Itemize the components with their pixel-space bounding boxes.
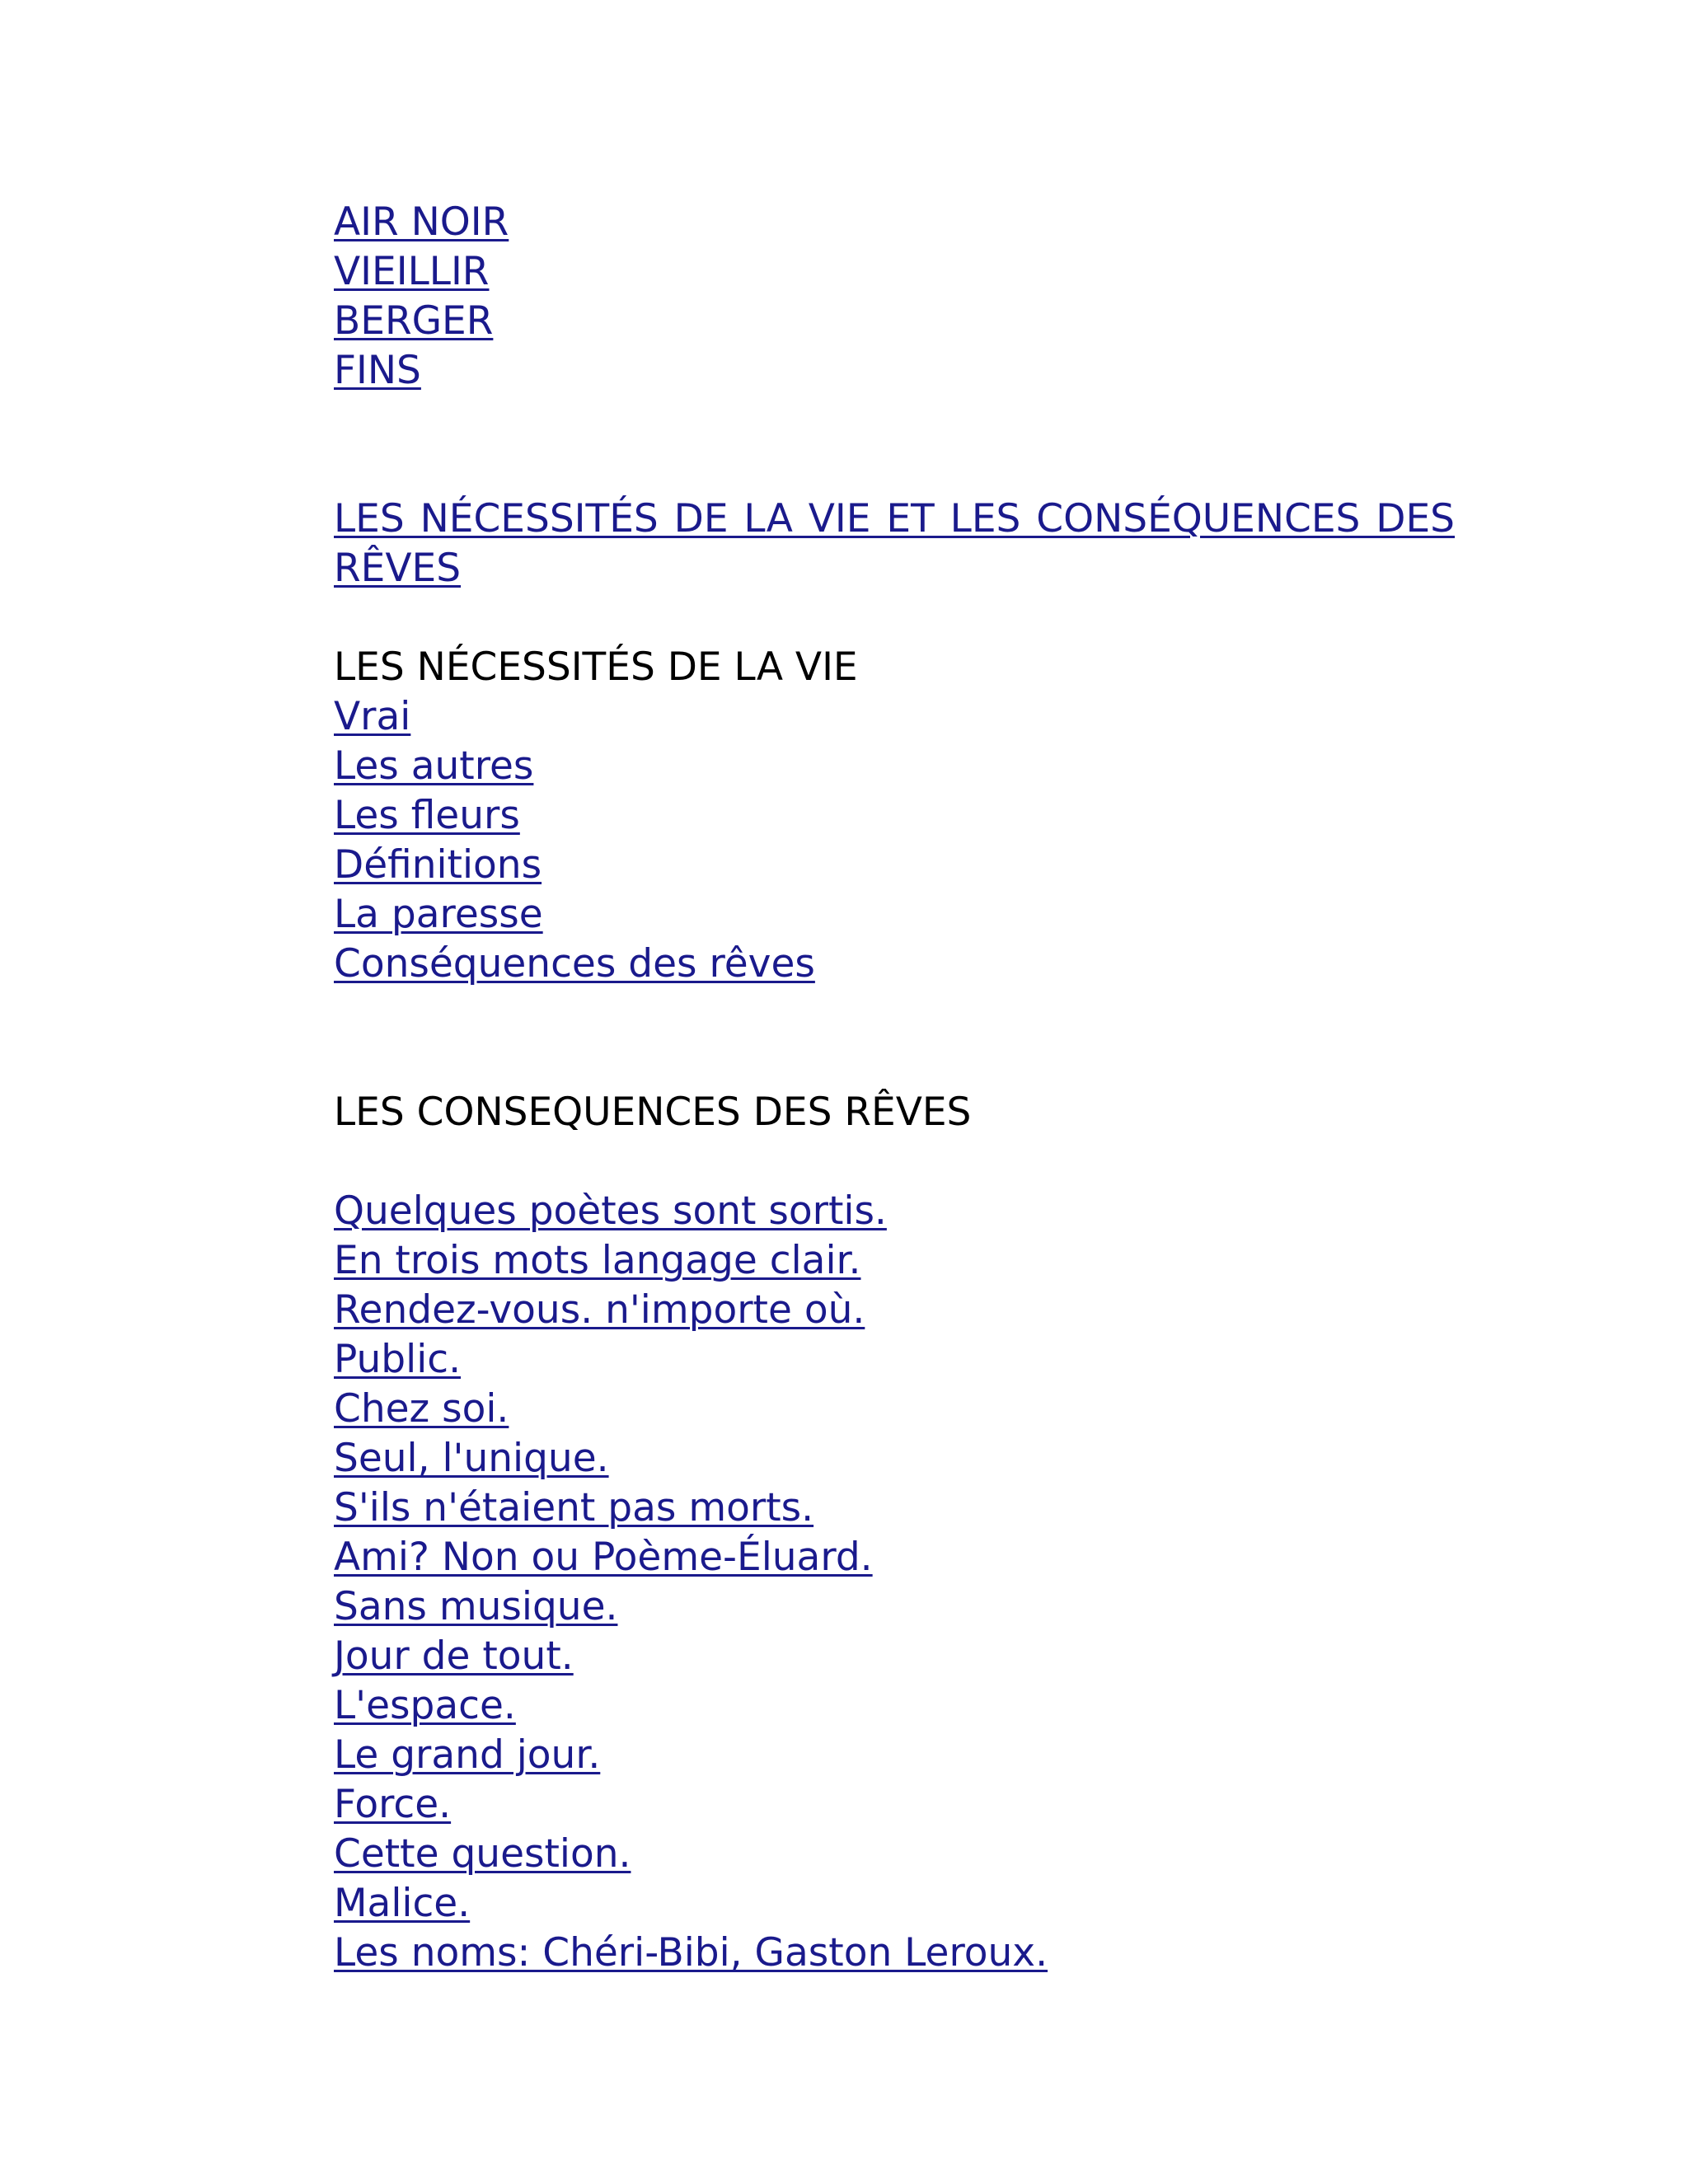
link-vrai[interactable]: Vrai bbox=[334, 694, 411, 739]
link-force[interactable]: Force. bbox=[334, 1782, 452, 1827]
link-lespace[interactable]: L'espace. bbox=[334, 1683, 516, 1728]
link-definitions[interactable]: Définitions bbox=[334, 842, 542, 888]
link-les-fleurs[interactable]: Les fleurs bbox=[334, 793, 520, 838]
link-quelques-poetes[interactable]: Quelques poètes sont sortis. bbox=[334, 1188, 887, 1234]
spacer bbox=[334, 593, 1455, 643]
link-vieillir[interactable]: VIEILLIR bbox=[334, 249, 490, 294]
section-necessites bbox=[334, 643, 1455, 989]
spacer bbox=[334, 396, 1455, 494]
link-consequences-des-reves[interactable]: Conséquences des rêves bbox=[334, 941, 815, 987]
link-berger[interactable]: BERGER bbox=[334, 298, 494, 344]
link-rendez-vous[interactable]: Rendez-vous. n'importe où. bbox=[334, 1287, 865, 1333]
document-page bbox=[334, 198, 1455, 1978]
link-air-noir[interactable]: AIR NOIR bbox=[334, 199, 509, 245]
link-sils-netaient[interactable]: S'ils n'étaient pas morts. bbox=[334, 1485, 814, 1530]
link-les-noms[interactable]: Les noms: Chéri-Bibi, Gaston Leroux. bbox=[334, 1930, 1048, 1975]
link-cette-question[interactable]: Cette question. bbox=[334, 1831, 631, 1877]
link-le-grand-jour[interactable]: Le grand jour. bbox=[334, 1732, 601, 1778]
link-seul-unique[interactable]: Seul, l'unique. bbox=[334, 1436, 609, 1481]
link-en-trois-mots[interactable]: En trois mots langage clair. bbox=[334, 1238, 861, 1283]
section-consequences bbox=[334, 1088, 1455, 1978]
link-sans-musique[interactable]: Sans musique. bbox=[334, 1584, 618, 1629]
main-title-link[interactable]: LES NÉCESSITÉS DE LA VIE ET LES CONSÉQUENCES DES RÊVES bbox=[334, 496, 1455, 591]
link-la-paresse[interactable]: La paresse bbox=[334, 892, 543, 937]
link-ami-non[interactable]: Ami? Non ou Poème-Éluard. bbox=[334, 1535, 873, 1580]
top-links-list bbox=[334, 198, 1455, 396]
link-chez-soi[interactable]: Chez soi. bbox=[334, 1386, 509, 1432]
spacer bbox=[334, 1137, 1455, 1187]
section-heading-consequences: LES CONSEQUENCES DES RÊVES bbox=[334, 1090, 972, 1135]
link-jour-de-tout[interactable]: Jour de tout. bbox=[334, 1633, 574, 1679]
link-malice[interactable]: Malice. bbox=[334, 1881, 471, 1926]
link-public[interactable]: Public. bbox=[334, 1337, 462, 1382]
spacer bbox=[334, 989, 1455, 1088]
section-heading-necessites: LES NÉCESSITÉS DE LA VIE bbox=[334, 644, 858, 690]
link-fins[interactable]: FINS bbox=[334, 348, 421, 393]
link-les-autres[interactable]: Les autres bbox=[334, 743, 534, 789]
